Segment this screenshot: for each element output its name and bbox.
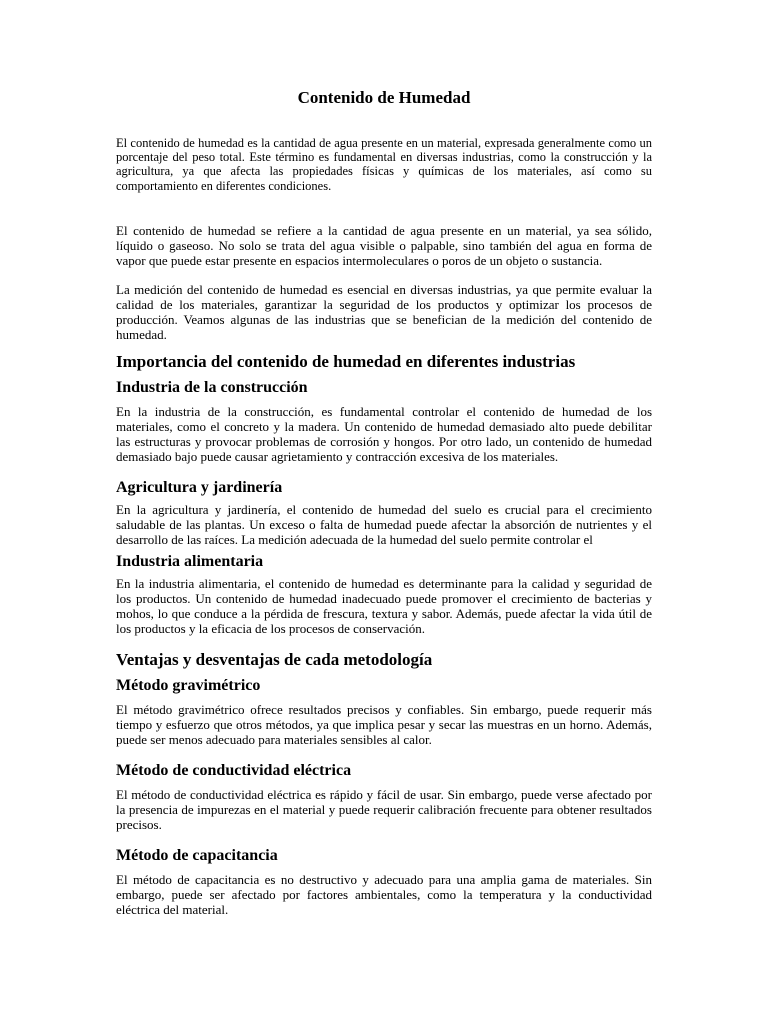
section-heading: Ventajas y desventajas de cada metodología [116, 649, 433, 669]
subsection-heading: Industria alimentaria [116, 552, 264, 570]
section-heading: Importancia del contenido de humedad en diferentes industrias [116, 351, 576, 371]
intro-paragraph: El contenido de humedad es la cantidad de agua presente en un material, expresada generalmente como un porcentaje del peso total. Este término es fundamental en diversas industrias, como la construcción y la agricultura, ya que afecta las propiedades físicas y químicas de los materiales, así como su comportamiento en diferentes condiciones. [116, 136, 652, 193]
subsection-paragraph: En la agricultura y jardinería, el contenido de humedad del suelo es crucial para el crecimiento saludable de las plantas. Un exceso o falta de humedad puede afectar la absorción de nutrientes y el desarrollo de las raíces. La medición adecuada de la humedad del suelo permite controlar el [116, 501, 652, 547]
subsection-heading: Método gravimétrico [116, 676, 261, 694]
subsection-paragraph: En la industria alimentaria, el contenido de humedad es determinante para la calidad y seguridad de los productos. Un contenido de humedad inadecuado puede promover el crecimiento de bacterias y mohos, lo que conduce a la pérdida de frescura, textura y sabor. Además, puede afectar la vida útil de los productos y la eficacia de los procesos de conservación. [116, 575, 652, 636]
document-title: Contenido de Humedad [297, 88, 471, 107]
intro-paragraph: El contenido de humedad se refiere a la cantidad de agua presente en un material, ya sea sólido, líquido o gaseoso. No solo se trata del agua visible o palpable, sino también del agua en forma de vapor que puede estar presente en espacios intermoleculares o poros de un objeto o sustancia. [116, 222, 652, 268]
subsection-paragraph: El método de conductividad eléctrica es rápido y fácil de usar. Sin embargo, puede verse afectado por la presencia de impurezas en el material y puede requerir calibración frecuente para obtener resultados precisos. [116, 786, 652, 832]
intro-paragraph: La medición del contenido de humedad es esencial en diversas industrias, ya que permite evaluar la calidad de los materiales, garantizar la seguridad de los productos y optimizar los procesos de producción. Veamos algunas de las industrias que se benefician de la medición del contenido de humedad. [116, 281, 652, 342]
subsection-heading: Industria de la construcción [116, 378, 308, 396]
subsection-paragraph: El método de capacitancia es no destructivo y adecuado para una amplia gama de materiales. Sin embargo, puede ser afectado por factores ambientales, como la temperatura y la conductividad eléctrica del material. [116, 871, 652, 917]
subsection-heading: Agricultura y jardinería [116, 478, 283, 496]
subsection-paragraph: El método gravimétrico ofrece resultados precisos y confiables. Sin embargo, puede requerir más tiempo y esfuerzo que otros métodos, ya que implica pesar y secar las muestras en un horno. Además, puede ser menos adecuado para materiales sensibles al calor. [116, 701, 652, 747]
subsection-heading: Método de conductividad eléctrica [116, 761, 352, 779]
subsection-heading: Método de capacitancia [116, 846, 278, 864]
subsection-paragraph: En la industria de la construcción, es fundamental controlar el contenido de humedad de los materiales, como el concreto y la madera. Un contenido de humedad demasiado alto puede debilitar las estructuras y provocar problemas de corrosión y hongos. Por otro lado, un contenido de humedad demasiado bajo puede causar agrietamiento y contracción excesiva de los materiales. [116, 403, 652, 464]
document-body [116, 88, 652, 917]
